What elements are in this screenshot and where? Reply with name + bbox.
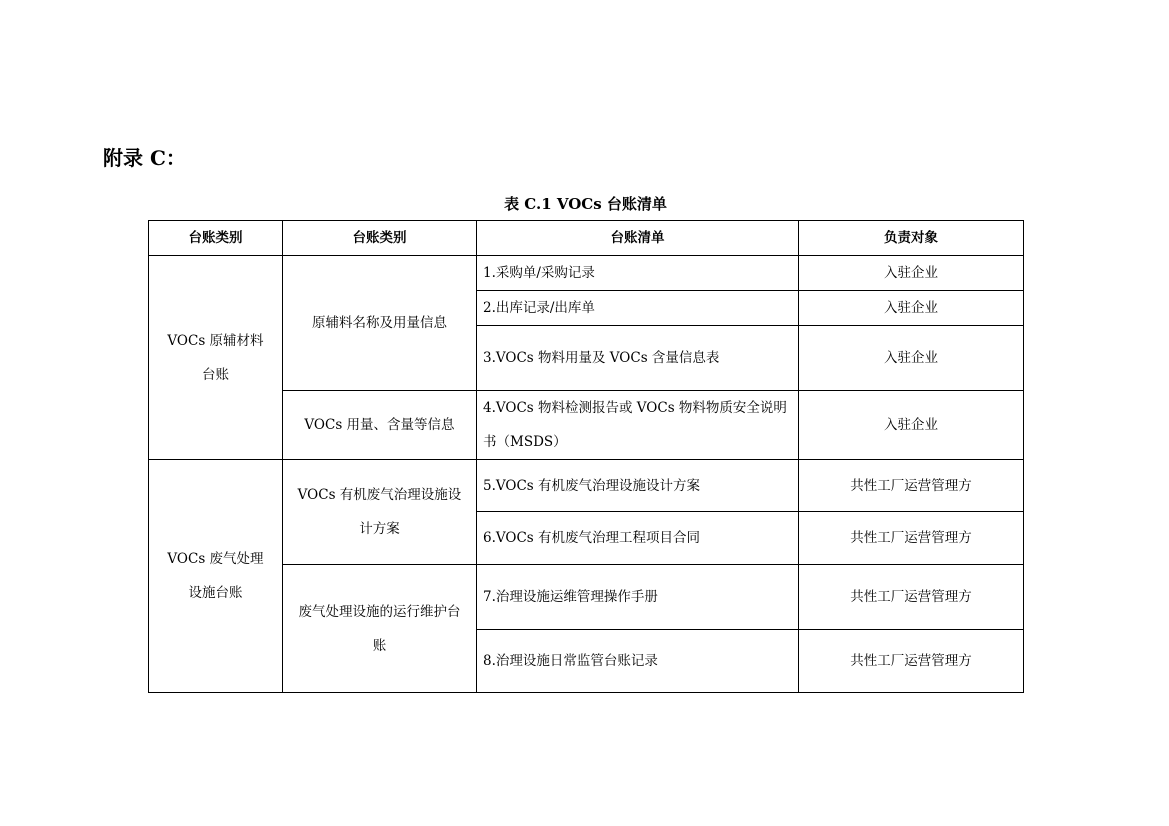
subcategory-label: 原辅料名称及用量信息 <box>312 315 447 331</box>
owner-cell: 入驻企业 <box>799 256 1024 291</box>
subcategory-label: VOCs 用量、含量等信息 <box>304 417 455 433</box>
subcategory-label: VOCs 有机废气治理设施设计方案 <box>297 487 462 537</box>
subcategory-cell <box>283 565 477 693</box>
list-item: 7.治理设施运维管理操作手册 <box>477 565 799 630</box>
list-item: 8.治理设施日常监管台账记录 <box>477 630 799 693</box>
table-caption: 表 C.1 VOCs 台账清单 <box>504 195 667 213</box>
category-cell <box>149 256 283 460</box>
owner-cell: 共性工厂运营管理方 <box>799 565 1024 630</box>
owner-cell: 共性工厂运营管理方 <box>799 630 1024 693</box>
owner-cell: 共性工厂运营管理方 <box>799 512 1024 565</box>
table-row <box>149 256 1024 291</box>
list-item: 1.采购单/采购记录 <box>477 256 799 291</box>
table-row <box>149 460 1024 512</box>
subcategory-cell <box>283 460 477 565</box>
owner-cell: 入驻企业 <box>799 391 1024 460</box>
table-header-row <box>149 221 1024 256</box>
subcategory-label: 废气处理设施的运行维护台账 <box>298 603 461 654</box>
subcategory-cell <box>283 256 477 391</box>
list-item: 5.VOCs 有机废气治理设施设计方案 <box>477 460 799 512</box>
voc-ledger-table <box>148 220 1024 693</box>
list-item: 6.VOCs 有机废气治理工程项目合同 <box>477 512 799 565</box>
category-label: VOCs 废气处理设施台账 <box>167 551 264 601</box>
header-subcategory: 台账类别 <box>283 221 477 256</box>
owner-cell: 共性工厂运营管理方 <box>799 460 1024 512</box>
list-item: 4.VOCs 物料检测报告或 VOCs 物料物质安全说明书（MSDS） <box>477 391 799 460</box>
category-cell <box>149 460 283 693</box>
list-item: 3.VOCs 物料用量及 VOCs 含量信息表 <box>477 326 799 391</box>
list-item: 2.出库记录/出库单 <box>477 291 799 326</box>
subcategory-cell <box>283 391 477 460</box>
owner-cell: 入驻企业 <box>799 326 1024 391</box>
header-owner: 负责对象 <box>799 221 1024 256</box>
appendix-heading: 附录 C： <box>103 146 186 170</box>
header-list: 台账清单 <box>477 221 799 256</box>
owner-cell: 入驻企业 <box>799 291 1024 326</box>
header-category: 台账类别 <box>149 221 283 256</box>
category-label: VOCs 原辅材料台账 <box>167 332 264 383</box>
